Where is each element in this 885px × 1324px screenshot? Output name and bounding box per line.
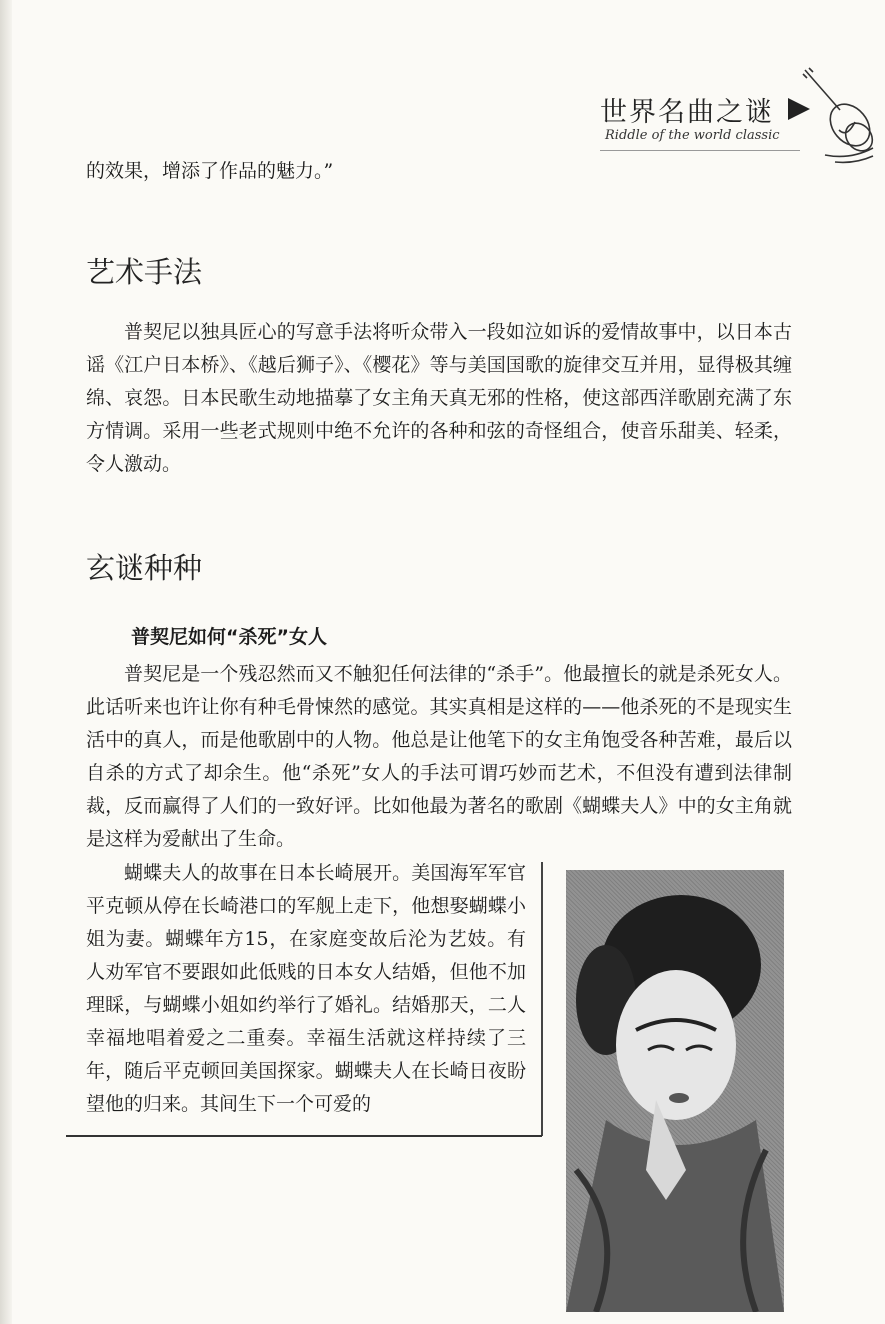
sidebar-bottom-rule [66, 1135, 542, 1137]
header-title: 世界名曲之谜 [600, 97, 774, 128]
paragraph-puccini: 普契尼是一个残忍然而又不触犯任何法律的“杀手”。他最擅长的就是杀死女人。此话听来也许让你有种毛骨悚然的感觉。其实真相是这样的——他杀死的不是现实生活中的真人，而是他歌剧中的人物。他总是让他笔下的女主角饱受各种苦难，最后以自杀的方式了却余生。他“杀死”女人的手法可谓巧妙而艺术，不但没有遭到法律制裁，反而赢得了人们的一致好评。比如他最为著名的歌剧《蝴蝶夫人》中的女主角就是这样为爱献出了生命。 [86, 663, 792, 850]
header-subtitle: Riddle of the world classic [605, 128, 780, 143]
paragraph-art-technique: 普契尼以独具匠心的写意手法将听众带入一段如泣如诉的爱情故事中，以日本古谣《江户日本桥》、《越后狮子》、《樱花》等与美国国歌的旋律交互并用，显得极其缠绵、哀怨。日本民歌生动地描摹了女主角天真无邪的性格，使这部西洋歌剧充满了东方情调。采用一些老式规则中绝不允许的各种和弦的奇怪组合，使音乐甜美、轻柔，令人激动。 [86, 321, 792, 475]
violin-icon [795, 60, 875, 165]
paragraph-butterfly-story: 蝴蝶夫人的故事在日本长崎展开。美国海军军官平克顿从停在长崎港口的军舰上走下，他想娶蝴蝶小姐为妻。蝴蝶年方15，在家庭变故后沦为艺妓。有人劝军官不要跟如此低贱的日本女人结婚，但他不加理睬，与蝴蝶小姐如约举行了婚礼。结婚那天，二人幸福地唱着爱之二重奏。幸福生活就这样持续了三年，随后平克顿回美国探家。蝴蝶夫人在长崎日夜盼望他的归来。其间生下一个可爱的 [86, 862, 526, 1115]
header-rule [600, 150, 800, 151]
sidebar-vertical-rule [541, 862, 543, 1136]
intro-line: 的效果，增添了作品的魅力。” [86, 160, 334, 182]
section-heading-mysteries: 玄谜种种 [86, 551, 203, 585]
page-spine-shadow [0, 0, 12, 1324]
subheading-puccini: 普契尼如何“杀死”女人 [131, 626, 327, 648]
section-heading-art-technique: 艺术手法 [86, 255, 203, 289]
madame-butterfly-photo [566, 870, 784, 1312]
